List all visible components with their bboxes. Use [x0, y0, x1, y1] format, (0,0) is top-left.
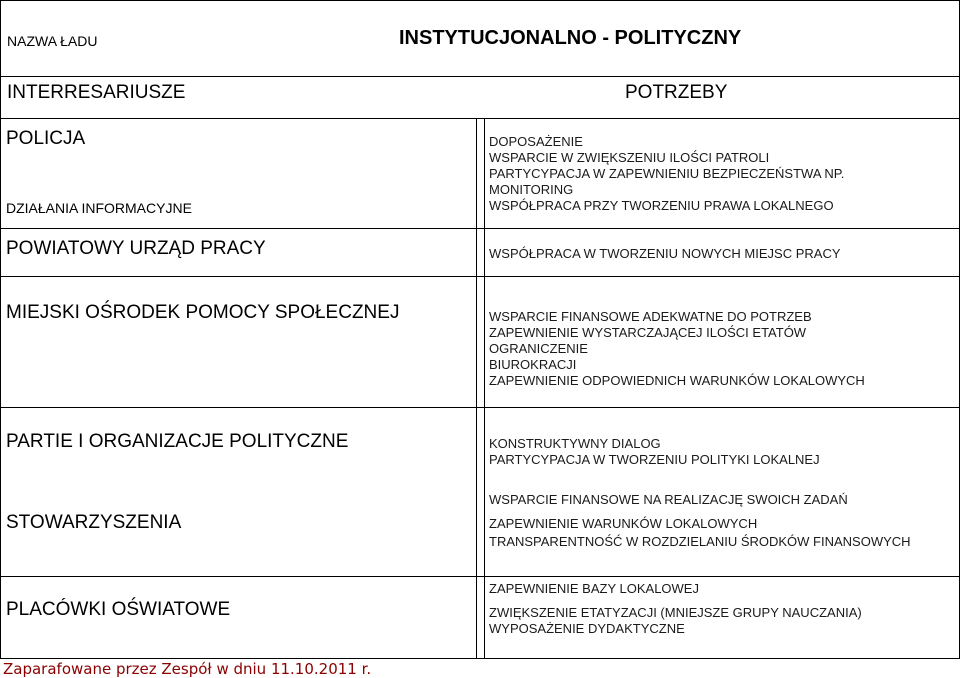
- row-divider: [0, 276, 960, 277]
- need-item: ZAPEWNIENIE BAZY LOKALOWEJ: [489, 581, 699, 596]
- actor-partie: PARTIE I ORGANIZACJE POLITYCZNE: [6, 431, 349, 452]
- row-divider: [0, 407, 960, 408]
- need-item: WSPÓŁPRACA W TWORZENIU NOWYCH MIEJSC PRACY: [489, 246, 841, 261]
- column-header-potrzeby: POTRZEBY: [625, 82, 728, 103]
- need-item: TRANSPARENTNOŚĆ W ROZDZIELANIU ŚRODKÓW FINANSOWYCH: [489, 534, 911, 549]
- page-title: INSTYTUCJONALNO - POLITYCZNY: [399, 27, 742, 49]
- column-header-row: [0, 76, 960, 119]
- needs-policja: [489, 134, 844, 214]
- need-item: WSPARCIE W ZWIĘKSZENIU ILOŚCI PATROLI: [489, 150, 770, 165]
- actor-placowki-oswiatowe: PLACÓWKI OŚWIATOWE: [6, 599, 231, 620]
- actor-dzialania-informacyjne: DZIAŁANIA INFORMACYJNE: [6, 200, 192, 216]
- column-divider: [476, 118, 477, 659]
- needs-stowarzyszenia: [489, 492, 911, 550]
- needs-mops: [489, 309, 865, 389]
- need-item: ZAPEWNIENIE WYSTARCZAJĄCEJ ILOŚCI ETATÓW: [489, 325, 807, 340]
- need-item: ZAPEWNIENIE ODPOWIEDNICH WARUNKÓW LOKALOWYCH: [489, 373, 865, 388]
- row-divider: [0, 576, 960, 577]
- needs-placowki: [489, 581, 862, 637]
- need-item: OGRANICZENIE: [489, 341, 588, 356]
- need-item: PARTYCYPACJA W TWORZENIU POLITYKI LOKALNEJ: [489, 452, 820, 467]
- left-border: [0, 118, 1, 659]
- actor-powiatowy-urzad-pracy: POWIATOWY URZĄD PRACY: [6, 238, 266, 259]
- header-row: [0, 0, 960, 77]
- need-item: WSPARCIE FINANSOWE NA REALIZACJĘ SWOICH ZADAŃ: [489, 492, 848, 507]
- need-item: ZAPEWNIENIE WARUNKÓW LOKALOWYCH: [489, 516, 758, 531]
- need-item: PARTYCYPACJA W ZAPEWNIENIU BEZPIECZEŃSTWA NP.: [489, 166, 845, 181]
- need-item: MONITORING: [489, 182, 574, 197]
- actor-stowarzyszenia: STOWARZYSZENIA: [6, 512, 182, 533]
- needs-partie: [489, 436, 820, 468]
- name-label: NAZWA ŁADU: [7, 33, 98, 49]
- column-header-interesariusze: INTERRESARIUSZE: [7, 82, 186, 103]
- need-item: BIUROKRACJI: [489, 357, 577, 372]
- actor-mops: MIEJSKI OŚRODEK POMOCY SPOŁECZNEJ: [6, 302, 400, 323]
- need-item: KONSTRUKTYWNY DIALOG: [489, 436, 661, 451]
- table-bottom-border: [0, 658, 960, 659]
- column-divider-thin: [484, 118, 485, 659]
- row-divider: [0, 228, 960, 229]
- need-item: DOPOSAŻENIE: [489, 134, 583, 149]
- needs-pup: [489, 246, 841, 262]
- need-item: WSPÓŁPRACA PRZY TWORZENIU PRAWA LOKALNEGO: [489, 198, 834, 213]
- actor-policja: POLICJA: [6, 128, 86, 149]
- need-item: WYPOSAŻENIE DYDAKTYCZNE: [489, 621, 685, 636]
- need-item: WSPARCIE FINANSOWE ADEKWATNE DO POTRZEB: [489, 309, 812, 324]
- footer-note: Zaparafowane przez Zespół w dniu 11.10.2011 r.: [3, 660, 372, 678]
- need-item: ZWIĘKSZENIE ETATYZACJI (MNIEJSZE GRUPY NAUCZANIA): [489, 605, 862, 620]
